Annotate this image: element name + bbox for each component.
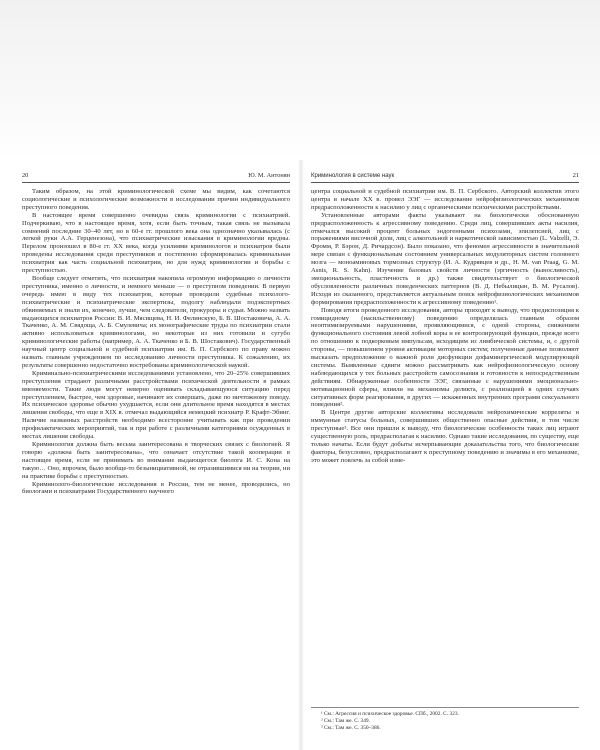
paragraph: Установленные авторами факты указывают на биологически обоснованную предрасположенность к агрессивному поведению. Среди лиц, совершивших акты насилия, отмечался высокий процент больных эндогенными психозами, эпилепсией, лиц с поражениями височной доли, лиц с алкогольной и наркотической зависимостью (L. Valzelli, Э. Фромм, Р. Бэрон, Д. Ричардсон). Было показано, что феномен агрессивности в значительной мере связан с функциональным состоянием универсальных модуляторных систем головного мозга — моноаминовых тормозных структур (И. А. Кудрявцев и др., H. M. van Praag, G. M. Asnis, R. S. Kahn). Изучение базовых свойств личности (эргичность (выносливость), эмоциональность, пластичность и др.) также свидетельствует о биологической обусловленности различных поведенческих паттернов (В. Д. Небылицын, В. М. Русалов). Исходя из сказанного, представляется актуальным поиск нейрофизиологических механизмов формирования предрасположенности к агрессивному поведению¹. <box>311 211 579 306</box>
right-running-title: Криминология в системе наук <box>311 173 395 179</box>
left-page-body <box>22 188 290 496</box>
paragraph: В Центре другие авторские коллективы исследовали нейрохимические корреляты и иммунные статусы больных, совершивших общественно опасные действия, в том числе преступные³. Все они пришли к выводу, что биологические особенности таких лиц играют существенную роль, предрасполагая к насилию. Однако такие исследования, по существу, еще только начаты. Если будут добыты исчерпывающие доказательства того, что биологические факторы, безусловно, предрасполагают к преступному поведению и значимы в его механизме, это может повлечь за собой изме- <box>311 409 579 464</box>
paragraph: Криминально-психиатрическими исследованиями установлено, что 20–25% совершивших преступления страдают различными расстройствами психической деятельности в рамках вменяемости. Такие люди могут неверно оценивать складывающуюся ситуацию перед преступлением, быстрее, чем здоровые, начинают их совершать, даже по ничтожному поводу. Их психическое здоровье обычно ухудшается, если они длительное время находятся в местах лишения свободы, что еще в XIX в. отмечал выдающийся немецкий психиатр Р. Крафт-Эбинг. Наличие названных расстройств необходимо всесторонне учитывать как при проведении профилактических мероприятий, так и при работе с различными категориями осужденных в местах лишения свободы. <box>22 369 290 441</box>
right-running-head <box>311 170 579 183</box>
footnote: ³ См.: Там же. С. 350–386. <box>321 725 381 731</box>
footnote: ² См.: Там же. С. 349. <box>321 718 370 724</box>
book-gutter <box>298 160 304 750</box>
footnote: ¹ См.: Агрессия и психическое здоровье. СПб., 2002. С. 323. <box>321 711 459 717</box>
left-page-number: 20 <box>22 172 29 179</box>
left-running-title: Ю. М. Антонян <box>248 172 290 179</box>
background-top <box>0 0 600 160</box>
paragraph: Вообще следует отметить, что психиатрия накопила огромную информацию о личности преступника, именно о личности, и немного меньше — о преступном поведении. В первую очередь имею в виду тех психиатров, которые проводили судебные психолого-психиатрические и психиатрические экспертизы, подолгу наблюдали подэкспертных обвиняемых и знали их, конечно, лучше, чем следователи, прокуроры и судьи. Можно назвать выдающихся психиатров России: В. И. Мясищева, Н. И. Фелинскую, Б. В. Шостаковича, А. А. Ткаченко, А. М. Свядоща, А. Б. Смулевича; их монографические труды по психиатрии стали активно использоваться криминологами, но некоторые из них готовили и сугубо криминологические работы (например, А. А. Ткаченко и Б. В. Шостакович). Государственный научный центр социальной и судебной психиатрии им. В. П. Сербского по праву можно назвать главным учреждением по исследованию личности преступника. К сожалению, их результаты совершенно недостаточно востребованы криминологической наукой. <box>22 274 290 369</box>
right-page-body <box>311 188 579 465</box>
left-page <box>22 170 290 740</box>
paragraph: В настоящее время совершенно очевидна связь криминологии с психиатрией. Подчеркиваю, что в настоящее время, хотя, если быть точным, такая связь не вызывала сомнений последние 30–40 лет, но в 60-е гг. прошлого века она однозначно указывалась (с легкой руки А.А. Герценезона), что психиатрические изыскания в криминологии вредны. Перелом произошел в 80-е гг. ХХ века, когда усилиями криминологов и психиатров были проведены исследования среди преступников и постепенно сформировалась криминальная психиатрия как часть социальной психиатрии, но для нужд криминологии и борьбы с преступностью. <box>22 211 290 275</box>
footnotes <box>311 707 579 732</box>
paragraph: Поводя итоги проведенного исследования, авторы приходят к выводу, что предиспозиция к гомицидному (насильственному) поведению определялась главным образом неоптимизируемыми нарушениями, проявляющимися, с одной стороны, снижением функционального состояния левой лобной коры и ее контролирующей функции, прежде всего по отношению к подкорковым импульсам, исходящим из лимбической системы, и, с другой стороны, — повышением уровня активации моторных систем; полученные данные позволяют высказать предположение о важной роли дисфункции дофаминергической модулирующей системы. Выявленные сдвиги можно рассматривать как нейрофизиологическую основу наблюдающихся у тех больных расстройств самосознания и готовности к непосредственным действиям. Обнаруженные особенности ЭЭГ, связанные с нарушениями эмоционально-мотивационной сферы, влияли на механизмы деликта, с реализацией в одних случаях ситуативных форм реагирования, в других — искаженных внутренних программ сексуального поведения². <box>311 306 579 409</box>
paragraph: центра социальной и судебной психиатрии им. В. П. Сербского. Авторский коллектив этого центра в начале XX в. провел ЭЭГ — исследование нейрофизиологических механизмов предрасположенности к насилию у лиц с органическими психическими расстройствами. <box>311 188 579 211</box>
right-page-number: 21 <box>572 172 579 179</box>
paragraph: Таким образом, на этой криминологической схеме мы видим, как сочетаются социологические и психологические возможности в исследовании причин индивидуального преступного поведения. <box>22 188 290 211</box>
paragraph: Криминолого-биологические исследования в России, тем не менее, проводились, но биологами и психиатрами Государственного научного <box>22 480 290 496</box>
right-page <box>311 170 579 740</box>
paragraph: Криминология должна быть весьма заинтересована в творческих связях с биологией. Я говорю «должна быть заинтересована», что означает отсутствие такой кооперации в настоящее время, если не принимать во внимание выдающегося биолога И. С. Кона на такую… Оно, впрочем, было вообще-то безынициативной, не отразившимися ни на теории, ни на практике борьбы с преступностью. <box>22 441 290 480</box>
left-running-head <box>22 170 290 183</box>
